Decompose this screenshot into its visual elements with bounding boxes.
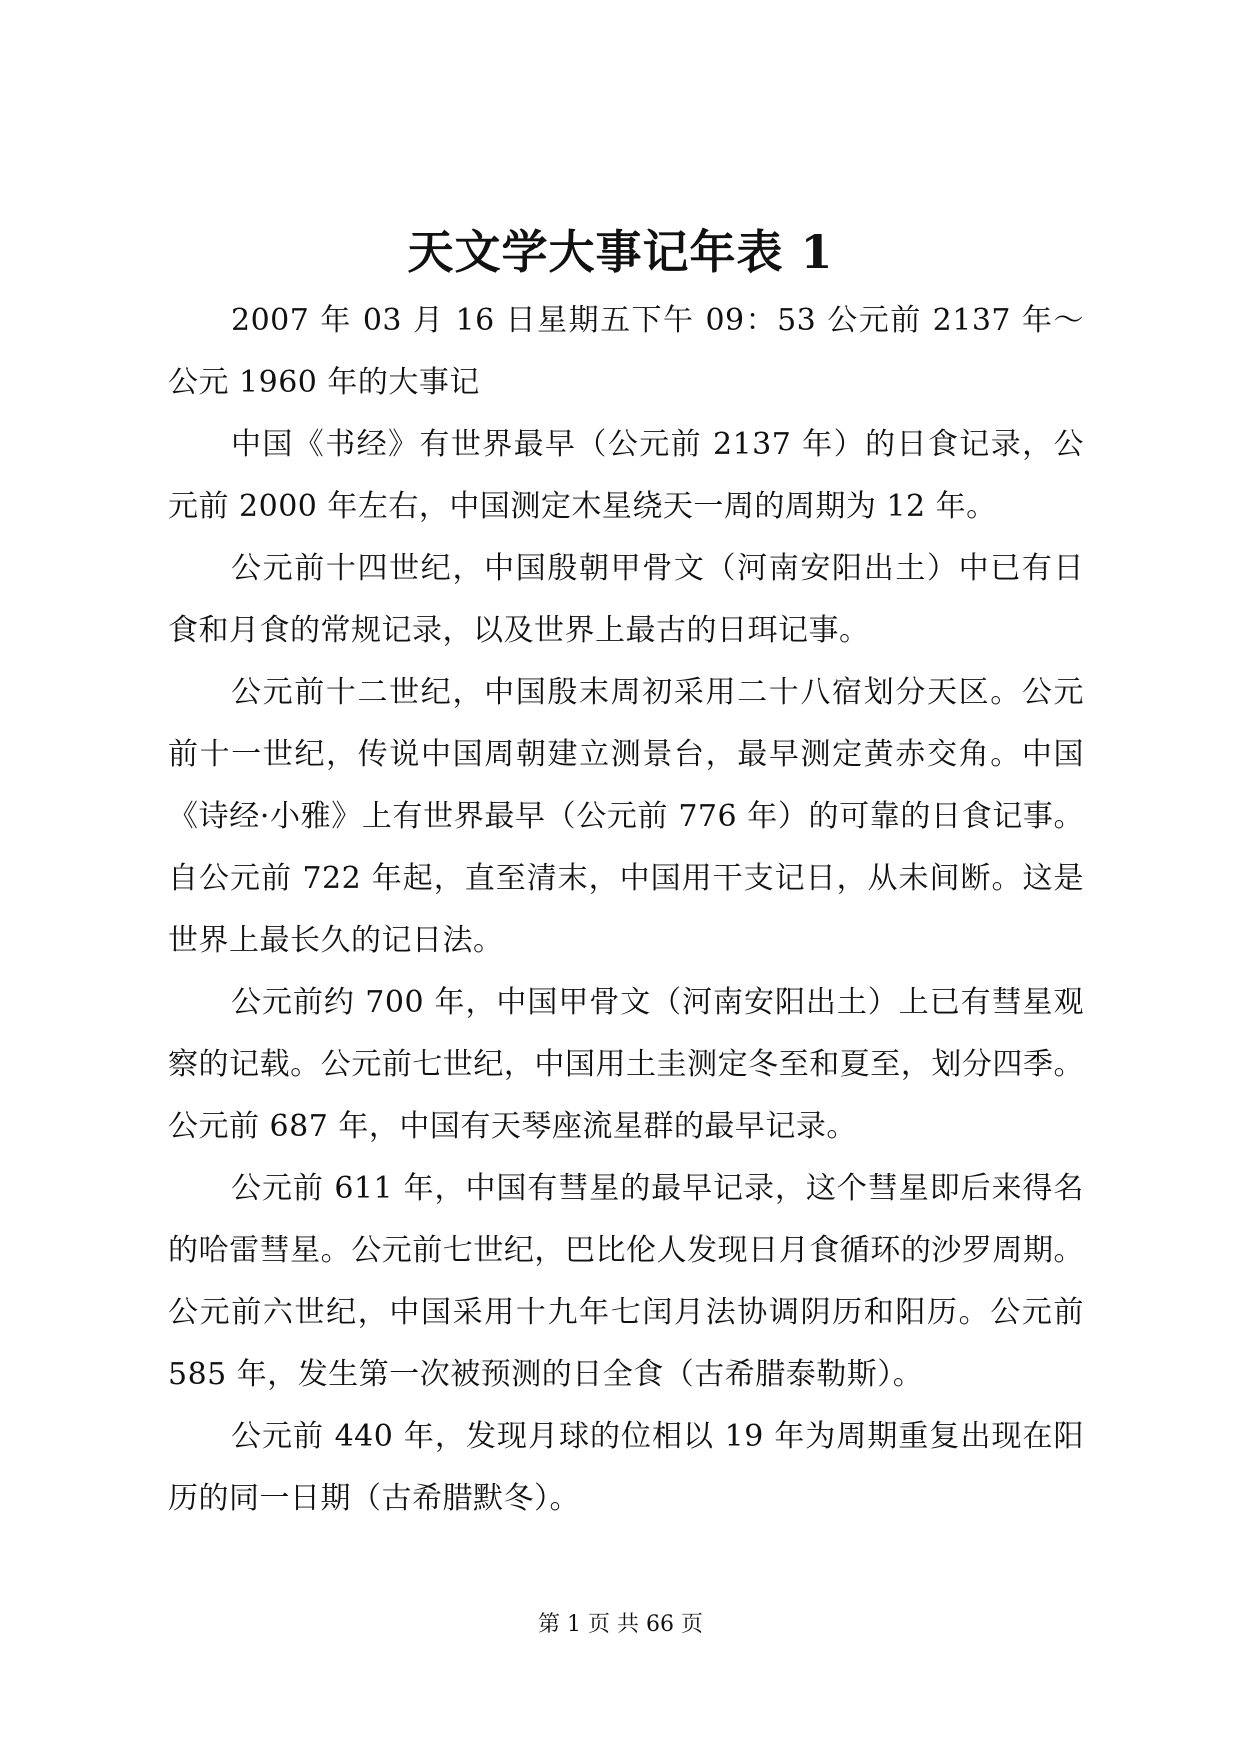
paragraph: 公元前约 700 年，中国甲骨文（河南安阳出土）上已有彗星观察的记载。公元前七世纪，中国用土圭测定冬至和夏至，划分四季。公元前 687 年，中国有天琴座流星群的最早记录。 [168, 985, 1084, 1144]
document-body [168, 290, 1084, 1530]
page-number-footer: 第 1 页 共 66 页 [538, 1612, 703, 1637]
paragraph: 公元前十四世纪，中国殷朝甲骨文（河南安阳出土）中已有日食和月食的常规记录，以及世界上最古的日珥记事。 [168, 551, 1084, 648]
paragraph: 公元前十二世纪，中国殷末周初采用二十八宿划分天区。公元前十一世纪，传说中国周朝建立测景台，最早测定黄赤交角。中国《诗经·小雅》上有世界最早（公元前 776 年）的可靠的日食记事。自公元前 722 年起，直至清末，中国用干支记日，从未间断。这是世界上最长久的记日法。 [168, 675, 1084, 958]
page-title: 天文学大事记年表 1 [407, 225, 834, 279]
paragraph: 公元前 440 年，发现月球的位相以 19 年为周期重复出现在阳历的同一日期（古希腊默冬）。 [168, 1419, 1084, 1516]
paragraph: 2007 年 03 月 16 日星期五下午 09：53 公元前 2137 年～公元 1960 年的大事记 [168, 303, 1084, 400]
paragraph: 中国《书经》有世界最早（公元前 2137 年）的日食记录，公元前 2000 年左右，中国测定木星绕天一周的周期为 12 年。 [168, 427, 1084, 524]
paragraph: 公元前 611 年，中国有彗星的最早记录，这个彗星即后来得名的哈雷彗星。公元前七世纪，巴比伦人发现日月食循环的沙罗周期。公元前六世纪，中国采用十九年七闰月法协调阴历和阳历。公元前 585 年，发生第一次被预测的日全食（古希腊泰勒斯）。 [168, 1171, 1084, 1392]
